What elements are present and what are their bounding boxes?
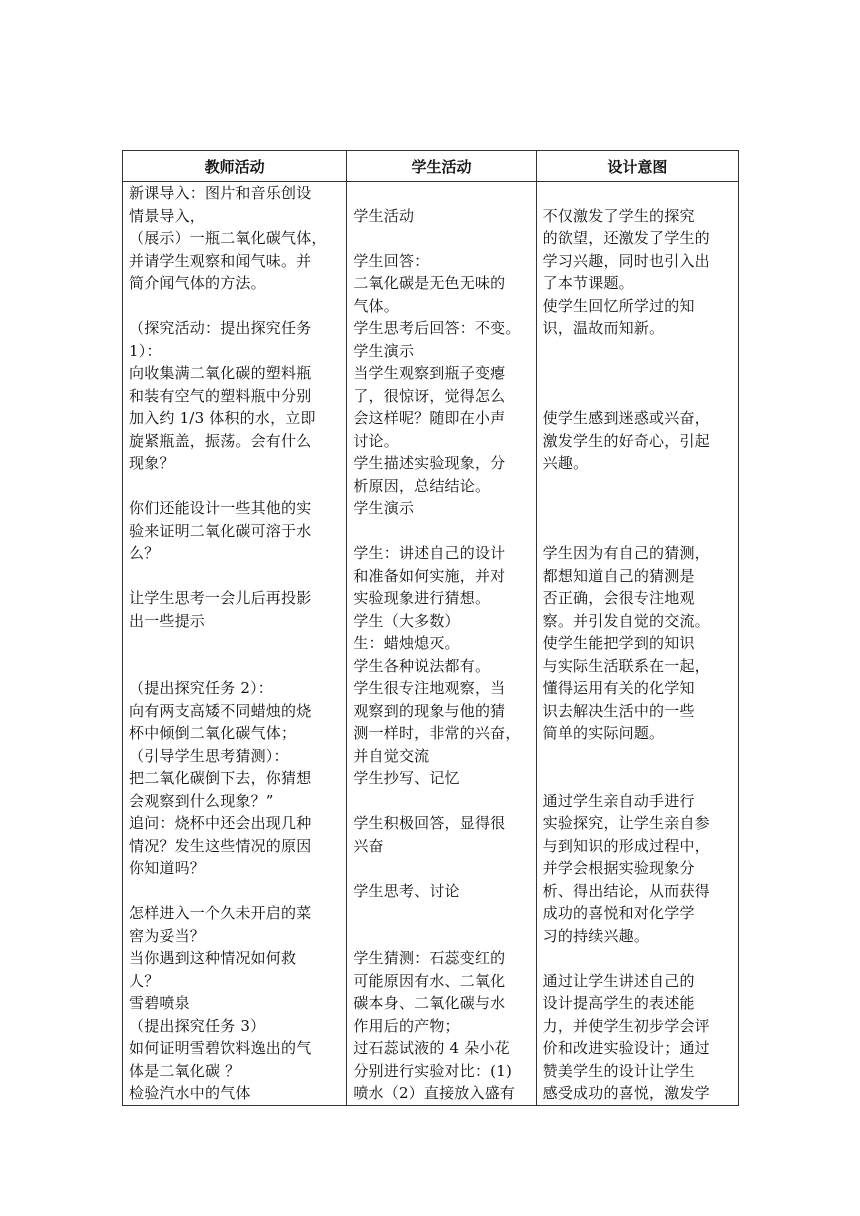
text-line: 情况？发生这些情况的原因 — [129, 836, 312, 855]
text-line: 学生猜测：石蕊变红的 — [353, 949, 506, 967]
text-line — [129, 880, 339, 903]
text-line: 学生积极回答，显得很 — [353, 814, 506, 832]
text-line: 不仅激发了学生的探究 — [542, 206, 695, 225]
teacher-activity-cell — [123, 182, 347, 1106]
text-line: 1）： — [129, 341, 162, 360]
text-line — [129, 632, 339, 655]
text-line: 学生：讲述自己的设计 — [353, 544, 506, 562]
text-line: 通过让学生讲述自己的 — [542, 971, 695, 990]
text-line: 检验汽水中的气体 — [129, 1084, 251, 1102]
text-line: 你知道吗？ — [129, 859, 206, 877]
text-line: 学生抄写、记忆 — [353, 769, 460, 787]
lesson-plan-table — [122, 150, 739, 1106]
text-line: 加入约 1/3 体积的水，立即 — [129, 409, 316, 427]
text-line: （展示）一瓶二氧化碳气体， — [129, 229, 327, 247]
text-line: 识去解决生活中的一些 — [542, 701, 695, 720]
text-line: 并学会根据实验现象分 — [542, 859, 695, 877]
text-line: 实验探究，让学生亲自参 — [542, 814, 710, 832]
text-line: 兴趣。 — [542, 454, 589, 472]
text-line: 简单的实际问题。 — [542, 724, 665, 742]
text-line: 使学生感到迷惑或兴奋， — [542, 409, 710, 427]
header-student-activity: 学生活动 — [347, 151, 536, 182]
text-line: 的欲望，还激发了学生的 — [542, 229, 710, 247]
text-line: 学生演示 — [353, 499, 415, 517]
text-line: 分别进行实验对比：(1) — [353, 1061, 513, 1080]
text-line: 作用后的产物； — [353, 1016, 460, 1035]
student-activity-text — [353, 182, 528, 1105]
text-line: 与到知识的形成过程中， — [542, 836, 710, 855]
text-line — [129, 295, 339, 318]
text-line: 把二氧化碳倒下去，你猜想 — [129, 769, 312, 787]
text-line: 向收集满二氧化碳的塑料瓶 — [129, 364, 312, 382]
text-line: （引导学生思考猜测）： — [129, 746, 289, 765]
text-line — [129, 655, 339, 678]
text-line: 了本节课题。 — [542, 274, 634, 292]
text-line: 测一样时，非常的兴奋， — [353, 724, 521, 742]
text-line: 力，并使学生初步学会评 — [542, 1016, 710, 1035]
text-line: 激发学生的好奇心，引起 — [542, 431, 710, 450]
text-line — [353, 857, 528, 880]
text-line: 当你遇到这种情况如何救 — [129, 949, 297, 967]
text-line: 习的持续兴趣。 — [542, 926, 650, 945]
text-line: 并自觉交流 — [353, 746, 430, 765]
text-line: 追问：烧杯中还会出现几种 — [129, 814, 312, 832]
text-line: 都想知道自己的猜测是 — [542, 566, 695, 585]
text-line: 怎样进入一个久未开启的菜 — [129, 904, 312, 922]
text-line — [129, 565, 339, 588]
text-line: 学生描述实验现象，分 — [353, 454, 506, 472]
text-line: 如何证明雪碧饮料逸出的气 — [129, 1039, 312, 1057]
text-line — [353, 925, 528, 948]
text-line: 雪碧喷泉 — [129, 994, 190, 1012]
text-line: 使学生能把学到的知识 — [542, 634, 695, 652]
text-line: （提出探究任务 2）： — [129, 679, 274, 697]
text-line — [543, 385, 731, 408]
text-line: 让学生思考一会儿后再投影 — [129, 589, 312, 607]
text-line: 出一些提示 — [129, 611, 206, 630]
text-line: 二氧化碳是无色无味的 — [353, 274, 506, 292]
text-line: 与实际生活联系在一起， — [542, 656, 710, 675]
text-line: 窖为妥当？ — [129, 926, 206, 945]
text-line — [543, 475, 731, 498]
text-line: 现象？ — [129, 454, 175, 472]
text-line: 价和改进实验设计；通过 — [542, 1039, 710, 1057]
text-line: 和准备如何实施，并对 — [353, 566, 506, 585]
text-line: 学生很专注地观察，当 — [353, 679, 506, 697]
text-line — [353, 227, 528, 250]
text-line: 学生（大多数） — [353, 611, 460, 630]
text-line: 生：蜡烛熄灭。 — [353, 634, 460, 652]
text-line: （提出探究任务 3） — [129, 1016, 266, 1035]
text-line: 识，温故而知新。 — [542, 319, 665, 337]
text-line — [543, 520, 731, 543]
text-line: 过石蕊试液的 4 朵小花 — [353, 1039, 510, 1057]
text-line: 懂得运用有关的化学知 — [542, 679, 695, 697]
text-line: 实验现象进行猜想。 — [353, 589, 491, 607]
text-line: 学生演示 — [353, 341, 415, 360]
text-line — [543, 340, 731, 363]
text-line — [129, 475, 339, 498]
text-line: 情景导入， — [129, 206, 206, 225]
text-line: 学生活动 — [353, 206, 415, 225]
text-line: 新课导入：图片和音乐创设 — [129, 184, 312, 202]
text-line: 学习兴趣，同时也引入出 — [542, 251, 710, 270]
text-line: 讨论。 — [353, 431, 399, 450]
text-line — [353, 790, 528, 813]
text-line: 碳本身、二氧化碳与水 — [353, 994, 506, 1012]
text-line: 学生回答： — [353, 251, 430, 270]
text-line — [543, 497, 731, 520]
table-row — [123, 182, 739, 1106]
text-line: 简介闻气体的方法。 — [129, 274, 266, 292]
text-line — [353, 520, 528, 543]
text-line: 杯中倾倒二氧化碳气体； — [129, 724, 297, 742]
text-line — [353, 182, 528, 205]
text-line: 旋紧瓶盖，振荡。会有什么 — [129, 431, 312, 450]
text-line — [543, 745, 731, 768]
text-line — [543, 362, 731, 385]
student-activity-cell — [347, 182, 536, 1106]
text-line: 了，很惊讶，觉得怎么 — [353, 386, 506, 405]
design-intent-cell — [536, 182, 738, 1106]
header-design-intent: 设计意图 — [536, 151, 738, 182]
text-line: 感受成功的喜悦，激发学 — [542, 1084, 710, 1102]
text-line: 学生思考后回答：不变。 — [353, 319, 521, 337]
text-line: 通过学生亲自动手进行 — [542, 791, 695, 810]
text-line: 么？ — [129, 544, 160, 562]
text-line: 并请学生观察和闻气味。并 — [129, 251, 312, 270]
text-line: 体是二氧化碳 ？ — [129, 1061, 241, 1080]
text-line: 验来证明二氧化碳可溶于水 — [129, 521, 312, 540]
text-line: 可能原因有水、二氧化 — [353, 971, 506, 990]
text-line: 析原因，总结结论。 — [353, 476, 491, 495]
text-line: 向有两支高矮不同蜡烛的烧 — [129, 701, 312, 720]
text-line: 设计提高学生的表述能 — [542, 994, 695, 1012]
text-line: 会观察到什么现象？” — [129, 791, 274, 810]
text-line: 赞美学生的设计让学生 — [542, 1061, 695, 1080]
text-line: 察。并引发自觉的交流。 — [542, 611, 710, 630]
header-teacher-activity: 教师活动 — [123, 151, 347, 182]
text-line: 你们还能设计一些其他的实 — [129, 499, 312, 517]
design-intent-text — [543, 182, 731, 1105]
text-line — [353, 902, 528, 925]
text-line: 学生思考、讨论 — [353, 881, 460, 900]
text-line — [543, 182, 731, 205]
text-line: 人？ — [129, 971, 160, 990]
text-line: 和装有空气的塑料瓶中分别 — [129, 386, 312, 405]
text-line: 兴奋 — [353, 836, 384, 855]
text-line — [543, 767, 731, 790]
text-line: 成功的喜悦和对化学学 — [542, 904, 695, 922]
text-line — [543, 947, 731, 970]
text-line: 析、得出结论，从而获得 — [542, 881, 710, 900]
text-line: 观察到的现象与他的猜 — [353, 701, 506, 720]
teacher-activity-text — [129, 182, 339, 1105]
text-line: 会这样呢？随即在小声 — [353, 409, 506, 427]
text-line: 气体。 — [353, 296, 399, 315]
text-line: 学生各种说法都有。 — [353, 656, 491, 675]
text-line: 当学生观察到瓶子变瘪 — [353, 364, 506, 382]
text-line: 使学生回忆所学过的知 — [542, 296, 695, 315]
text-line: 否正确，会很专注地观 — [542, 589, 695, 607]
text-line: 喷水（2）直接放入盛有 — [353, 1084, 516, 1102]
table-header-row — [123, 151, 739, 182]
text-line: （探究活动：提出探究任务 — [129, 319, 312, 337]
text-line: 学生因为有自己的猜测， — [542, 544, 710, 562]
